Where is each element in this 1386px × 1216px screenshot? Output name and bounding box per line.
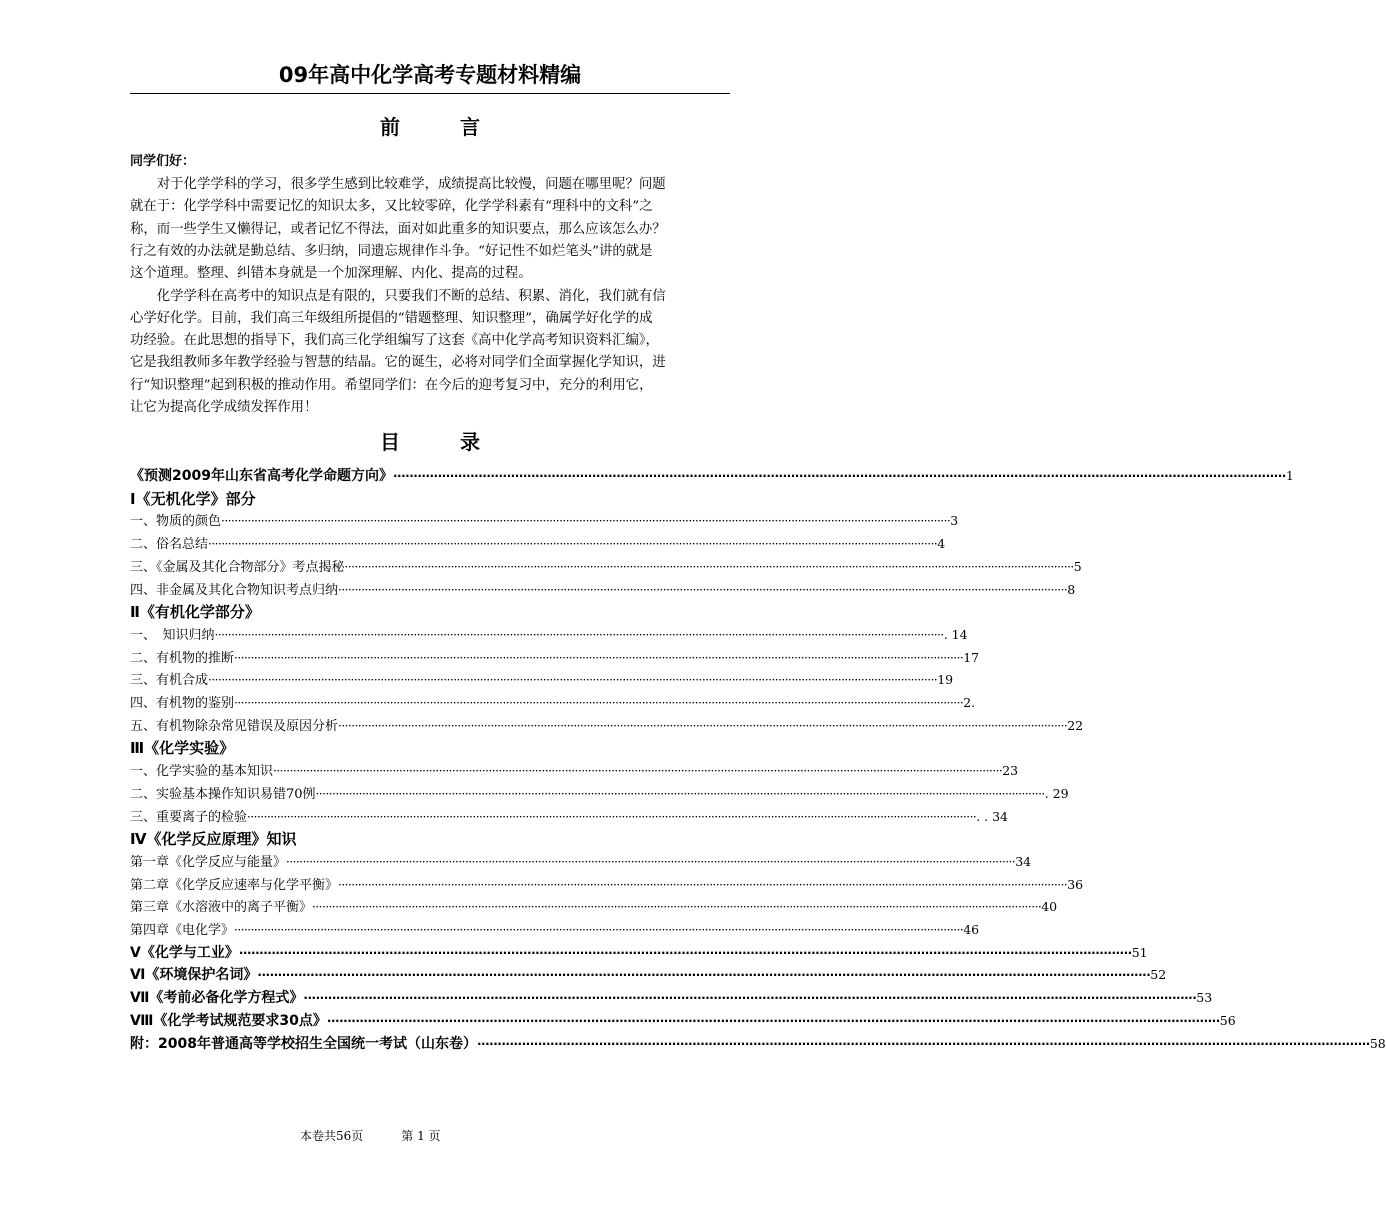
footer-total-pages: 本卷共56页: [300, 1129, 364, 1143]
toc-leader-dots: ····························································································································································································································: [326, 1013, 1220, 1028]
toc-leader-dots: ····························································································································································································································: [315, 786, 1045, 801]
toc-entry-label: 三、《金属及其化合物部分》考点揭秘: [130, 559, 345, 575]
toc-entry-page: 17: [963, 649, 980, 665]
toc-heading: 目录: [380, 430, 540, 454]
toc-leader-dots: ····························································································································································································································: [257, 968, 1151, 983]
toc-entry-label: 第一章《化学反应与能量》: [130, 854, 287, 870]
toc-entry-label: 三、有机合成: [130, 673, 209, 689]
toc-entry-page: . 14: [943, 626, 968, 642]
toc-entry-label: 第四章《电化学》: [130, 923, 235, 938]
toc-entry-page: 36: [1067, 876, 1084, 892]
toc-entry[interactable]: [130, 806, 1009, 828]
toc-entry-label: 二、有机物的推断: [130, 650, 235, 666]
toc-entry-page: 22: [1067, 717, 1084, 733]
toc-entry[interactable]: [130, 942, 1148, 964]
toc-entry-page: 1: [1285, 468, 1294, 483]
toc-entry-page: 58: [1369, 1035, 1386, 1051]
preface-line: 它是我组教师多年教学经验与智慧的结晶。它的诞生，必将对同学们全面掌握化学知识，进: [130, 355, 666, 371]
toc-entry-page: 5: [1073, 558, 1082, 574]
toc-entry[interactable]: [130, 1010, 1236, 1032]
toc-entry-label: 一、物质的颜色: [130, 514, 222, 530]
preface-line: 称，而一些学生又懒得记，或者记忆不得法，面对如此重多的知识要点，那么应该怎么办？: [130, 221, 666, 237]
document-title: 09年高中化学高考专题材料精编: [278, 63, 582, 87]
toc-entry[interactable]: [130, 579, 1076, 601]
toc-entry-page: 56: [1219, 1012, 1236, 1028]
toc-entry[interactable]: [130, 874, 1084, 896]
toc-entry-label: 二、实验基本操作知识易错70例: [130, 786, 316, 802]
toc-entry[interactable]: [130, 987, 1213, 1009]
toc-entry-label: Ⅶ《考前必备化学方程式》: [130, 990, 304, 1007]
toc-part-title[interactable]: Ⅳ《化学反应原理》知识: [130, 830, 297, 849]
toc-entry[interactable]: [130, 533, 946, 555]
toc-entry[interactable]: [130, 647, 980, 669]
toc-entry[interactable]: [130, 783, 1069, 805]
toc-entry[interactable]: [130, 669, 954, 691]
toc-entry-label: Ⅴ《化学与工业》: [130, 944, 239, 961]
toc-entry-page: . 29: [1044, 785, 1069, 801]
toc-entry-page: 52: [1150, 967, 1167, 983]
toc-entry[interactable]: [130, 964, 1167, 986]
toc-leader-dots: ····························································································································································································································: [234, 923, 964, 937]
toc-leader-dots: ····························································································································································································································: [273, 764, 1003, 779]
toc-entry[interactable]: [130, 760, 1019, 782]
toc-part-title[interactable]: Ⅱ《有机化学部分》: [130, 603, 260, 622]
toc-leader-dots: ····························································································································································································································: [338, 877, 1068, 892]
toc-entry-page: . . 34: [976, 808, 1009, 824]
preface-heading: 前言: [380, 115, 540, 139]
toc-leader-dots: ····························································································································································································································: [338, 718, 1068, 733]
toc-entry-page: 2.: [963, 695, 976, 710]
toc-entry[interactable]: [130, 624, 968, 646]
toc-entry-label: 《预测2009年山东省高考化学命题方向》: [130, 468, 393, 484]
preface-line: 功经验。在此思想的指导下，我们高三化学组编写了这套《高中化学高考知识资料汇编》，: [130, 333, 659, 349]
toc-entry-page: 3: [950, 513, 959, 529]
toc-entry[interactable]: [130, 510, 959, 532]
toc-leader-dots: ····························································································································································································································: [344, 559, 1074, 574]
toc-entry-page: 8: [1067, 581, 1076, 597]
toc-entry-page: 4: [937, 536, 946, 552]
preface-line: 化学学科在高考中的知识点是有限的，只要我们不断的总结、积累、消化，我们就有信: [130, 288, 666, 304]
toc-entry-page: 53: [1196, 990, 1213, 1006]
preface-line: 这个道理。整理、纠错本身就是一个加深理解、内化、提高的过程。: [130, 266, 532, 282]
toc-leader-dots: ····························································································································································································································: [312, 900, 1042, 915]
footer-page-number: 第 1 页: [401, 1129, 441, 1143]
toc-entry-label: Ⅵ《环境保护名词》: [130, 967, 258, 984]
preface-line: 心学好化学。目前，我们高三年级组所提倡的“错题整理、知识整理”，确属学好化学的成: [130, 310, 653, 326]
toc-entry-page: 40: [1041, 899, 1058, 915]
toc-entry-label: 四、有机物的鉴别: [130, 696, 235, 711]
toc-entry-page: 23: [1002, 763, 1019, 779]
toc-leader-dots: ····························································································································································································································: [476, 1036, 1370, 1051]
page-footer: [300, 1128, 441, 1144]
toc-part-title[interactable]: Ⅰ《无机化学》部分: [130, 489, 256, 508]
toc-entry[interactable]: [130, 1033, 1386, 1055]
preface-line: 行之有效的办法就是勤总结、多归纳，同遗忘规律作斗争。“好记性不如烂笔头”讲的就是: [130, 243, 653, 259]
toc-entry-page: 19: [937, 672, 954, 688]
toc-leader-dots: ····························································································································································································································: [286, 854, 1016, 869]
toc-leader-dots: ····························································································································································································································: [214, 627, 944, 642]
toc-leader-dots: ····························································································································································································································: [208, 537, 938, 552]
preface-line: 对于化学学科的学习，很多学生感到比较难学，成绩提高比较慢，问题在哪里呢？问题: [130, 177, 666, 192]
toc-part-title[interactable]: Ⅲ《化学实验》: [130, 739, 235, 758]
preface-line: 就在于：化学学科中需要记忆的知识太多，又比较零碎，化学学科素有“理科中的文科”之: [130, 199, 653, 215]
toc-entry-label: 一、 知识归纳: [130, 627, 215, 643]
toc-entry[interactable]: [130, 715, 1084, 737]
toc-leader-dots: ····························································································································································································································: [392, 469, 1286, 483]
toc-leader-dots: ····························································································································································································································: [208, 673, 938, 688]
toc-entry-page: 51: [1131, 944, 1148, 960]
toc-entry[interactable]: [130, 896, 1058, 918]
toc-leader-dots: ····························································································································································································································: [234, 650, 964, 665]
toc-leader-dots: ····························································································································································································································: [221, 514, 951, 529]
toc-entry-label: 一、化学实验的基本知识: [130, 764, 274, 780]
toc-leader-dots: ····························································································································································································································: [234, 696, 964, 710]
toc-entry[interactable]: [130, 692, 976, 714]
toc-entry-label: 第二章《化学反应速率与化学平衡》: [130, 877, 339, 893]
toc-entry-page: 46: [963, 922, 980, 937]
toc-entry[interactable]: [130, 465, 1294, 487]
preface-line: 行“知识整理”起到积极的推动作用。希望同学们：在今后的迎考复习中，充分的利用它，: [130, 377, 653, 393]
toc-entry[interactable]: [130, 556, 1082, 578]
toc-leader-dots: ····························································································································································································································: [247, 809, 977, 824]
toc-entry[interactable]: [130, 919, 980, 941]
toc-entry-label: 附：2008年普通高等学校招生全国统一考试（山东卷）: [130, 1035, 477, 1052]
toc-entry-label: 四、非金属及其化合物知识考点归纳: [130, 582, 339, 598]
toc-entry-label: 第三章《水溶液中的离子平衡》: [130, 900, 313, 916]
preface-line: 让它为提高化学成绩发挥作用！: [130, 400, 318, 415]
toc-leader-dots: ····························································································································································································································: [338, 582, 1068, 597]
toc-entry-label: 五、有机物除杂常见错误及原因分析: [130, 718, 339, 734]
title-underline: [130, 93, 730, 94]
toc-entry-label: 二、俗名总结: [130, 537, 209, 553]
preface-greeting: 同学们好：: [130, 154, 196, 169]
toc-entry-label: Ⅷ《化学考试规范要求30点》: [130, 1012, 327, 1029]
toc-leader-dots: ····························································································································································································································: [303, 991, 1197, 1006]
toc-leader-dots: ····························································································································································································································: [238, 945, 1132, 960]
toc-entry-page: 34: [1015, 853, 1032, 869]
toc-entry[interactable]: [130, 851, 1032, 873]
toc-entry-label: 三、重要离子的检验: [130, 809, 248, 825]
